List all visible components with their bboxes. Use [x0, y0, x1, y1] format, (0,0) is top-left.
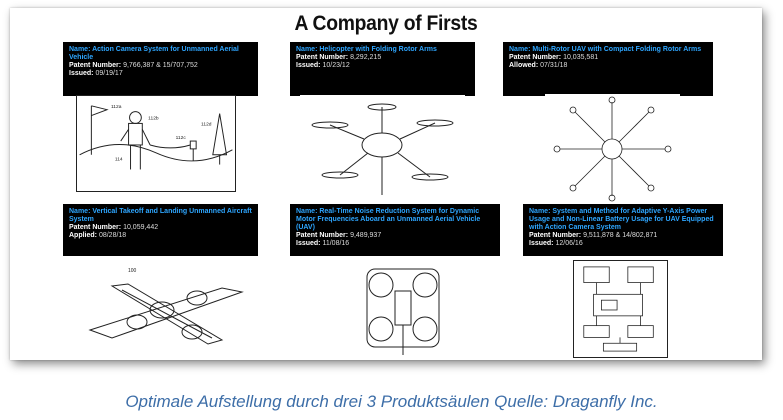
- patent-date-label: Issued:: [296, 62, 321, 69]
- patent-number: 9,766,387 & 15/707,752: [123, 62, 198, 69]
- patent-name: Name: Action Camera System for Unmanned Aerial Vehicle: [69, 46, 239, 61]
- patent-date: 12/06/16: [555, 240, 583, 247]
- patent-number: 10,059,442: [123, 224, 159, 231]
- patent-number-label: Patent Number:: [296, 54, 349, 61]
- patent-drawing-helicopter: [300, 95, 465, 203]
- patent-drawing-action-camera: [76, 95, 236, 192]
- patent-date-label: Issued:: [529, 240, 554, 247]
- patent-number-label: Patent Number:: [509, 54, 562, 61]
- patent-name: Name: Helicopter with Folding Rotor Arms: [296, 46, 437, 53]
- patent-name: Name: System and Method for Adaptive Y-Axis Power Usage and Non-Linear Battery Usage for UAV Equipped with Action Camera System: [529, 208, 714, 231]
- patent-card-multi-rotor: [503, 42, 713, 96]
- patent-card-noise-reduction: [290, 204, 500, 256]
- image-caption: Optimale Aufstellung durch drei 3 Produktsäulen Quelle: Draganfly Inc.: [125, 392, 658, 411]
- patent-date: 11/08/16: [322, 240, 350, 247]
- patent-date-label: Applied:: [69, 232, 97, 239]
- slide-title: A Company of Firsts: [294, 12, 478, 35]
- patent-date: 07/31/18: [540, 62, 568, 69]
- patent-date: 10/23/12: [322, 62, 350, 69]
- patent-date-label: Issued:: [69, 70, 94, 77]
- fig-label: 100: [128, 268, 137, 274]
- patent-number-label: Patent Number:: [69, 224, 122, 231]
- patent-drawing-adaptive-power: [573, 260, 668, 358]
- patent-card-helicopter: [290, 42, 475, 96]
- patent-number-label: Patent Number:: [529, 232, 582, 239]
- patent-date-label: Allowed:: [509, 62, 539, 69]
- patent-card-vtol: [63, 204, 258, 256]
- patent-card-adaptive-power: [523, 204, 723, 256]
- fig-label: 112b: [148, 116, 159, 122]
- patent-name: Name: Vertical Takeoff and Landing Unmanned Aircraft System: [69, 208, 252, 223]
- patent-number: 9,511,878 & 14/802,871: [583, 232, 658, 239]
- fig-label: 112c: [175, 136, 186, 142]
- patent-date: 09/19/17: [95, 70, 123, 77]
- patent-drawing-multi-rotor: [545, 94, 680, 204]
- patent-drawing-noise-reduction: [353, 261, 453, 358]
- fig-label: 112a: [110, 104, 122, 110]
- patent-number-label: Patent Number:: [296, 232, 349, 239]
- patent-number: 9,489,937: [350, 232, 382, 239]
- patent-date-label: Issued:: [296, 240, 321, 247]
- fig-label: 114: [114, 157, 123, 163]
- slide: [10, 8, 762, 360]
- patent-drawing-vtol: [82, 260, 267, 358]
- patent-name: Name: Real-Time Noise Reduction System for Dynamic Motor Frequencies Aboard an Unmanned Aerial Vehicle (UAV): [296, 208, 481, 231]
- patent-number: 8,292,215: [350, 54, 382, 61]
- patent-number-label: Patent Number:: [69, 62, 122, 69]
- patent-number: 10,035,581: [563, 54, 599, 61]
- fig-label: 112d: [201, 122, 212, 128]
- patent-date: 08/28/18: [98, 232, 127, 239]
- patent-card-action-camera: [63, 42, 258, 96]
- patent-name: Name: Multi-Rotor UAV with Compact Folding Rotor Arms: [509, 46, 702, 53]
